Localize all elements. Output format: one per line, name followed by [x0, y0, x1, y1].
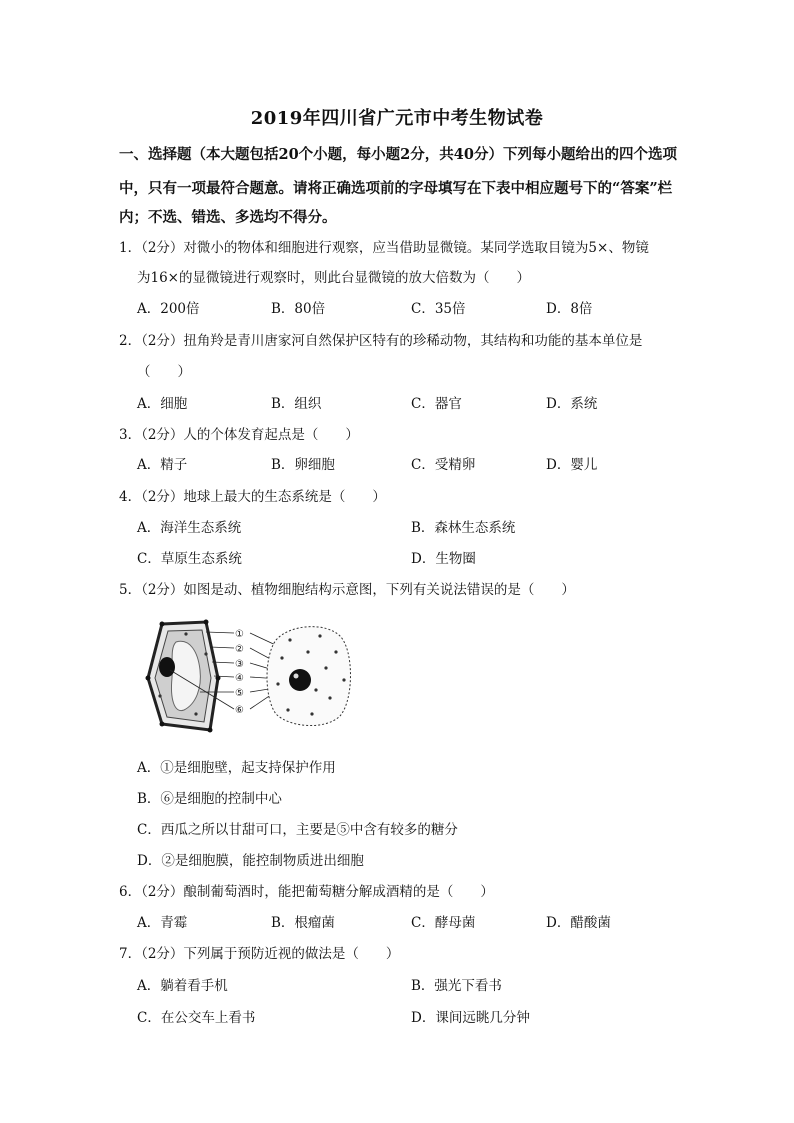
question-4-option-c: C．草原生态系统: [137, 551, 242, 567]
figure-label-6: ⑥: [235, 705, 244, 716]
question-6-option-c: C．酵母菌: [411, 915, 476, 931]
question-4-option-d: D．生物圈: [411, 551, 476, 567]
figure-label-5: ⑤: [235, 688, 244, 699]
question-1-stem-line-2: 为16×的显微镜进行观察时，则此台显微镜的放大倍数为（ ）: [137, 270, 530, 286]
question-2-stem: 2．（2分）扭角羚是青川唐家河自然保护区特有的珍稀动物，其结构和功能的基本单位是: [119, 333, 643, 349]
question-2-option-c: C．器官: [411, 396, 462, 412]
question-7-option-b: B．强光下看书: [411, 978, 502, 994]
question-2-option-a: A．细胞: [137, 396, 188, 412]
question-4-option-a: A．海洋生态系统: [137, 520, 242, 536]
section-instructions-line-1: 一、选择题（本大题包括20个小题，每小题2分，共40分）下列每小题给出的四个选项: [119, 146, 677, 163]
section-instructions-line-3: 内；不选、错选、多选均不得分。: [119, 209, 337, 226]
question-7-option-a: A．躺着看手机: [137, 978, 228, 994]
question-1-stem: 1．（2分）对微小的物体和细胞进行观察，应当借助显微镜。某同学选取目镜为5×、物镜: [119, 240, 649, 256]
question-5-option-d: D．②是细胞膜，能控制物质进出细胞: [137, 853, 364, 869]
question-3-stem: 3．（2分）人的个体发育起点是（ ）: [119, 427, 359, 443]
question-5-option-c: C．西瓜之所以甘甜可口，主要是⑤中含有较多的糖分: [137, 822, 458, 838]
question-6-option-a: A．青霉: [137, 915, 188, 931]
question-2-option-b: B．组织: [271, 396, 322, 412]
figure-label-3: ③: [235, 659, 244, 670]
question-1-option-a: A．200倍: [137, 301, 200, 317]
figure-label-4: ④: [235, 673, 244, 684]
figure-label-2: ②: [235, 644, 244, 655]
animal-cell-diagram: [267, 627, 351, 726]
plant-cell-diagram: [146, 620, 221, 733]
question-7-stem: 7．（2分）下列属于预防近视的做法是（ ）: [119, 946, 400, 962]
question-3-option-b: B．卵细胞: [271, 457, 335, 473]
question-3-option-a: A．精子: [137, 457, 188, 473]
question-2-option-d: D．系统: [546, 396, 598, 412]
figure-label-1: ①: [235, 629, 244, 640]
question-7-option-d: D．课间远眺几分钟: [411, 1010, 530, 1026]
question-2-stem-line-2: （ ）: [137, 364, 191, 380]
question-6-stem: 6．（2分）酿制葡萄酒时，能把葡萄糖分解成酒精的是（ ）: [119, 884, 494, 900]
question-4-stem: 4．（2分）地球上最大的生态系统是（ ）: [119, 489, 386, 505]
question-7-option-c: C．在公交车上看书: [137, 1010, 256, 1026]
question-1-option-b: B．80倍: [271, 301, 326, 317]
question-5-option-a: A．①是细胞壁，起支持保护作用: [137, 760, 336, 776]
question-5-option-b: B．⑥是细胞的控制中心: [137, 791, 282, 807]
question-3-option-c: C．受精卵: [411, 457, 476, 473]
question-1-option-d: D．8倍: [546, 301, 593, 317]
question-4-option-b: B．森林生态系统: [411, 520, 516, 536]
cell-structure-figure: [140, 618, 360, 734]
question-1-option-c: C．35倍: [411, 301, 466, 317]
section-instructions-line-2: 中，只有一项最符合题意。请将正确选项前的字母填写在下表中相应题号下的“答案”栏: [119, 180, 673, 197]
question-5-stem: 5．（2分）如图是动、植物细胞结构示意图，下列有关说法错误的是（ ）: [119, 582, 575, 598]
page-title: 2019年四川省广元市中考生物试卷: [250, 108, 544, 129]
question-6-option-d: D．醋酸菌: [546, 915, 611, 931]
question-3-option-d: D．婴儿: [546, 457, 598, 473]
question-6-option-b: B．根瘤菌: [271, 915, 335, 931]
